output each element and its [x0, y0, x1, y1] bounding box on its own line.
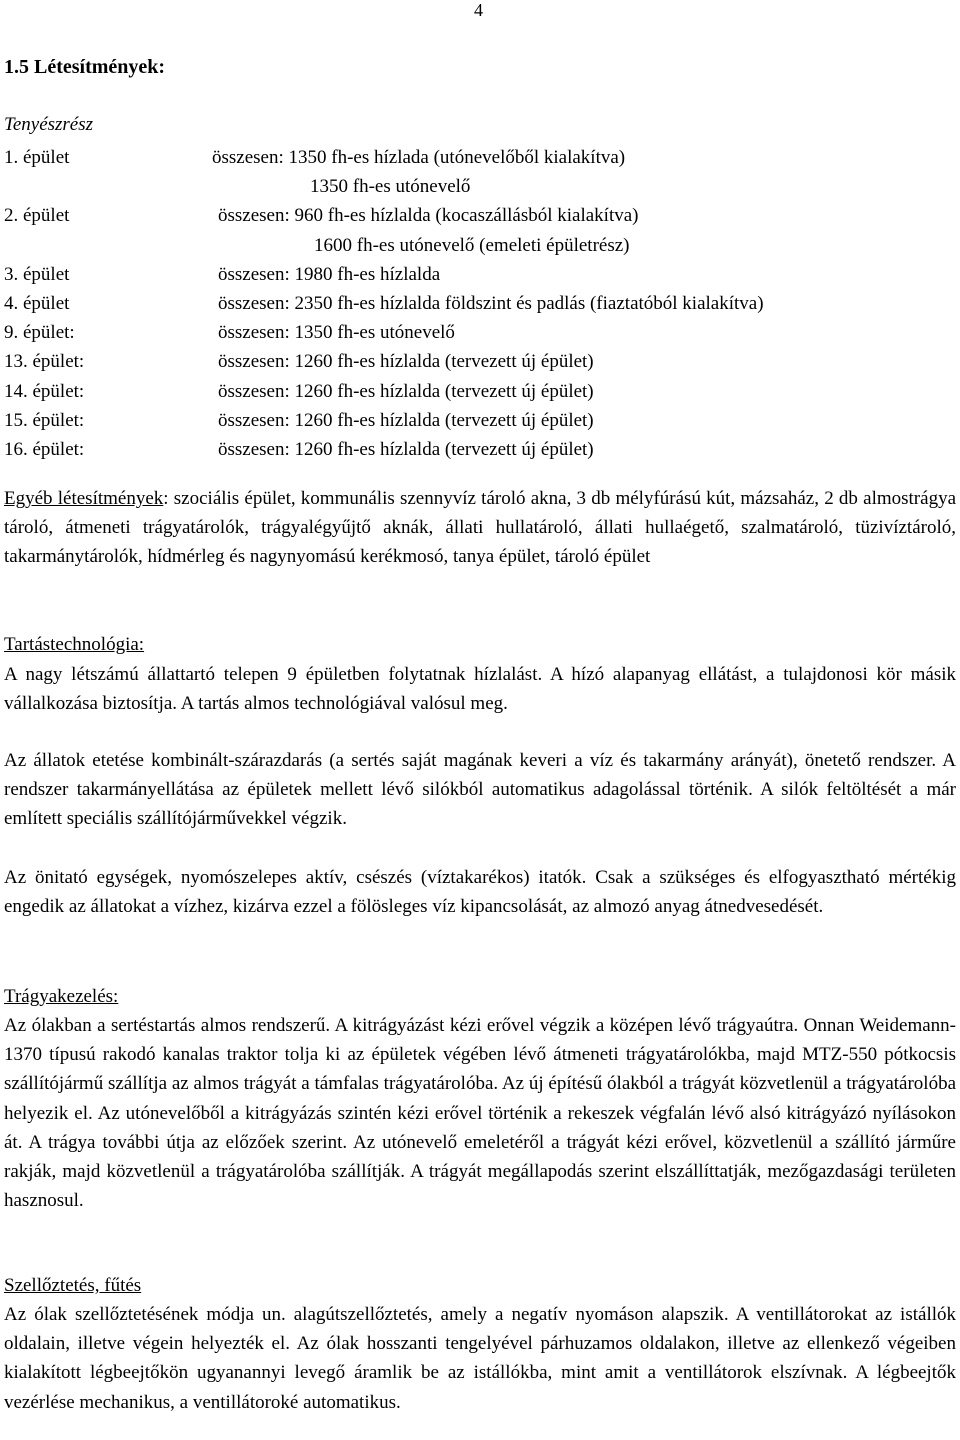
building-row — [4, 347, 954, 376]
building-row — [4, 231, 954, 260]
building-row — [4, 435, 954, 464]
page-number: 4 — [474, 0, 483, 20]
other-facilities-paragraph — [4, 484, 956, 572]
ventilation-heading — [4, 1271, 956, 1300]
building-desc: összesen: 1260 fh-es hízlalda (tervezett új épület) — [218, 409, 594, 431]
building-desc: összesen: 960 fh-es hízlalda (kocaszállásból kialakítva) — [218, 205, 639, 227]
building-desc: összesen: 1260 fh-es hízlalda (tervezett új épület) — [218, 351, 594, 373]
building-label: 15. épület: — [4, 409, 85, 431]
building-desc: 1350 fh-es utónevelő — [310, 176, 471, 198]
building-desc: összesen: 1260 fh-es hízlalda (tervezett új épület) — [218, 380, 594, 402]
building-row — [4, 172, 954, 201]
building-label: 14. épület: — [4, 380, 85, 402]
manure-paragraph: Az ólakban a sertéstartás almos rendszerű. A kitrágyázást kézi erővel végzik a középen lévő trágyaútra. Onnan Weidemann-1370 típusú rakodó kanalas traktor tolja ki az épületek végében lévő átmeneti trágyatárolókba, majd MTZ-550 pótkocsis szállítójármű szállítja az almos trágyát a támfalas trágyatárolóba. Az új építésű ólakból a trágyát közvetlenül a trágyatárolóba helyezik el. Az utónevelőből a kitrágyázás szintén kézi erővel történik a rekeszek végfalán lévő alsó kitrágyázó nyílásokon át. A trágya további útja az előzőek szerint. Az utónevelő emeletéről a trágyát kézi erővel, közvetlenül a szállító járműre rakják, majd közvetlenül a trágyatárolóba szállítják. A trágyát megállapodás szerint elszállíttatják, mezőgazdasági területen hasznosul. — [4, 1015, 956, 1212]
building-label: 3. épület — [4, 263, 70, 285]
building-desc: összesen: 1350 fh-es hízlada (utónevelőből kialakítva) — [212, 147, 626, 168]
building-desc: összesen: 1260 fh-es hízlalda (tervezett új épület) — [218, 438, 594, 460]
building-row — [4, 406, 954, 435]
building-row — [4, 260, 954, 289]
building-row — [4, 143, 954, 172]
ventilation-paragraph: Az ólak szellőztetésének módja un. alagútszellőztetés, amely a negatív nyomáson alapszik. A ventillátorokat az istállók oldalain, illetve végein helyezték el. Az ólak hosszanti tengelyével párhuzamos oldalakon, illetve az ellenkező végeiben kialakított légbeejtőkön ugyanannyi levegő áramlik be az istállókba, mint amit a ventillátorok elszívnak. A légbeejtők vezérlése mechanikus, a ventillátoroké automatikus. — [4, 1304, 956, 1413]
building-label: 9. épület: — [4, 322, 75, 344]
building-desc: összesen: 1980 fh-es hízlalda — [218, 263, 441, 285]
ventilation-heading-text: Szellőztetés, fűtés — [4, 1275, 142, 1296]
building-label: 2. épület — [4, 205, 70, 227]
building-row — [4, 318, 954, 347]
manure-heading-text: Trágyakezelés: — [4, 986, 119, 1007]
building-label: 1. épület — [4, 147, 70, 168]
other-facilities-text: : szociális épület, kommunális szennyvíz tároló akna, 3 db mélyfúrású kút, mázsaház, 2 db almostrágya tároló, átmeneti trágyatárolók, trágyalégyűjtő aknák, állati hullatároló, állati hullaégető, szalmatároló, tüzivíztároló, takarmánytárolók, hídmérleg és nagynyomású kerékmosó, tanya épület, tároló épület — [4, 488, 957, 568]
building-label: 13. épület: — [4, 351, 85, 373]
housing-heading — [4, 630, 956, 659]
other-facilities-heading: Egyéb létesítmények — [4, 488, 164, 509]
building-label: 4. épület — [4, 292, 70, 314]
section-heading: 1.5 Létesítmények: — [4, 56, 166, 78]
subtitle: Tenyészrész — [4, 114, 94, 135]
manure-heading — [4, 982, 956, 1011]
building-list — [4, 143, 954, 464]
housing-paragraph-3: Az önitató egységek, nyomószelepes aktív, csészés (víztakarékos) itatók. Csak a szükséges és elfogyasztható mértékig engedik az állatokat a vízhez, kizárva ezzel a fölösleges víz kipancsolását, az almozó anyag átnedvesedését. — [4, 867, 956, 918]
building-desc: összesen: 1350 fh-es utónevelő — [218, 322, 455, 344]
housing-paragraph-1: A nagy létszámú állattartó telepen 9 épületben folytatnak hízlalást. A hízó alapanyag ellátást, a tulajdonosi kör másik vállalkozása biztosítja. A tartás almos technológiával valósul meg. — [4, 664, 956, 715]
building-row — [4, 377, 954, 406]
building-row — [4, 289, 954, 318]
building-desc: összesen: 2350 fh-es hízlalda földszint és padlás (fiaztatóból kialakítva) — [218, 292, 764, 314]
housing-paragraph-2: Az állatok etetése kombinált-szárazdarás (a sertés saját magának keveri a víz és takarmány arányát), önetető rendszer. A rendszer takarmányellátása az épületek mellett lévő silókból automatikus adagolással történik. A silók feltöltését a már említett speciális szállítójárművekkel végzik. — [4, 750, 956, 830]
building-desc: 1600 fh-es utónevelő (emeleti épületrész) — [314, 234, 630, 256]
housing-heading-text: Tartástechnológia: — [4, 634, 145, 655]
building-label: 16. épület: — [4, 438, 85, 460]
building-row — [4, 201, 954, 230]
